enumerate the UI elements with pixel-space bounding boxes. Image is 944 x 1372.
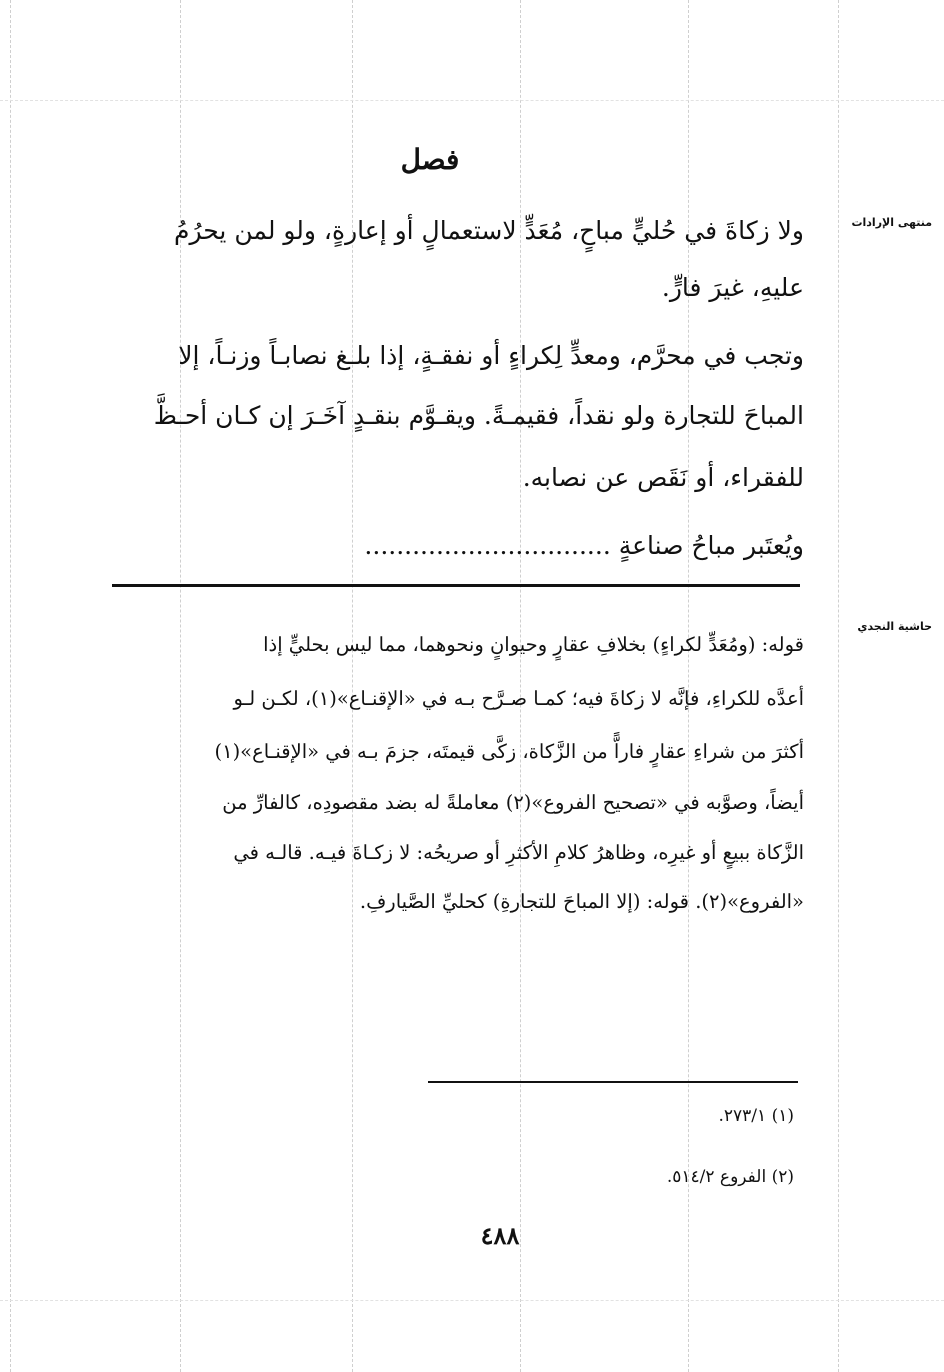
footnote-1: (١) ٢٧٣/١. — [718, 1106, 794, 1126]
footnote-divider — [428, 1081, 798, 1083]
guide-line — [10, 0, 11, 1372]
commentary-line: أيضاً، وصوَّبه في «تصحيح الفروع»(٢) معاملةً له بضد مقصودِه، كالفارِّ من — [222, 791, 804, 814]
commentary-line: «الفروع»(٢). قوله: (إلا المباحَ للتجارةِ) كحليِّ الصَّيارفِ. — [359, 890, 804, 913]
commentary-line: أكثرَ من شراءِ عقارٍ فاراًّ من الزَّكاة، زكَّى قيمتَه، جزمَ بـه في «الإقنـاع»(١) — [214, 740, 804, 763]
guide-line — [838, 0, 839, 1372]
guide-line — [0, 100, 944, 101]
section-divider — [112, 584, 800, 587]
main-text-line: المباحَ للتجارة ولو نقداً، فقيمـةً. ويقـوَّم بنقـدٍ آخَـرَ إن كـان أحـظَّ — [153, 401, 804, 430]
main-text-line: ويُعتَبر مباحُ صناعةٍ ............................... — [364, 531, 804, 560]
side-label-commentary: حاشية النجدي — [857, 620, 932, 633]
main-text-line: ولا زكاةَ في حُليٍّ مباحٍ، مُعَدٍّ لاستعمالٍ أو إعارةٍ، ولو لمن يحرُمُ — [174, 216, 804, 245]
side-label-source: منتهى الإرادات — [851, 216, 932, 229]
commentary-line: قوله: (ومُعَدٍّ لكراءٍ) بخلافِ عقارٍ وحيوانٍ ونحوهما، مما ليس بحليٍّ إذا — [263, 633, 804, 656]
footnote-2: (٢) الفروع ٥١٤/٢. — [666, 1167, 794, 1187]
commentary-line: الزَّكاة ببيعٍ أو غيرِه، وظاهرُ كلامِ الأكثرِ أو صريحُه: لا زكـاةَ فيـه. قالـه في — [233, 841, 804, 864]
commentary-line: أعدَّه للكراءِ، فإنَّه لا زكاةَ فيه؛ كمـا صـرَّح بـه في «الإقنـاع»(١)، لكـن لـو — [233, 687, 804, 710]
section-heading: فصل — [400, 143, 460, 176]
guide-line — [0, 1300, 944, 1301]
main-text-line: عليهِ، غيرَ فارٍّ. — [661, 273, 804, 302]
main-text-line: للفقراء، أو نَقَص عن نصابه. — [522, 463, 804, 492]
main-text-line: وتجب في محرَّم، ومعدٍّ لِكراءٍ أو نفقـةٍ، إذا بلـغ نصابـاً وزنـاً، إلا — [178, 341, 804, 370]
page-number: ٤٨٨ — [480, 1221, 520, 1250]
